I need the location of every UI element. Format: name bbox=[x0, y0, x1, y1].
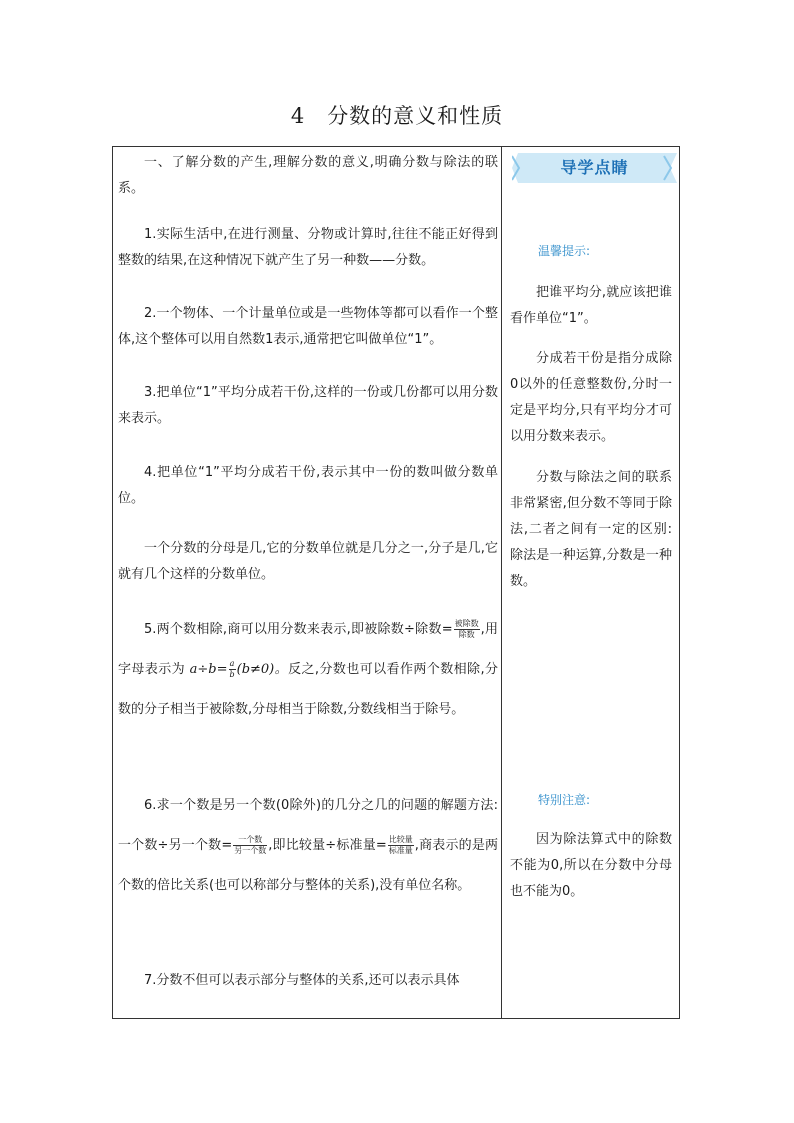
fraction-numerator: 被除数 bbox=[454, 619, 479, 628]
tip-2: 分成若干份是指分成除0以外的任意整数份,分时一定是平均分,只有平均分才可以用分数来表示。 bbox=[510, 351, 672, 444]
tip-heading: 温馨提示: bbox=[538, 244, 591, 258]
formula-right: (b≠0)。 bbox=[236, 662, 289, 677]
note-1: 因为除法算式中的除数不能为0,所以在分数中分母也不能为0。 bbox=[510, 832, 672, 899]
point-6-text-a: 6.求一个数是另一个数(0除外)的几分之几的问题的解题方法:一个数÷另一个数= bbox=[118, 798, 498, 853]
fraction-numerator: 比较量 bbox=[388, 835, 413, 844]
intro-paragraph: 一、了解分数的产生,理解分数的意义,明确分数与除法的联系。 bbox=[118, 155, 498, 196]
banner-title: 导学点睛 bbox=[560, 158, 629, 177]
guide-banner bbox=[512, 153, 677, 183]
point-5-text-c: 反之,分数也可以看作两个数相除,分数的分子相当于被除数,分母相当于除数,分数线相当于除号。 bbox=[118, 662, 498, 717]
point-5-text-b: ,用字母表示为 bbox=[118, 622, 498, 677]
tip-3: 分数与除法之间的联系非常紧密,但分数不等同于除法,二者之间有一定的区别:除法是一种运算,分数是一种数。 bbox=[510, 470, 672, 589]
page-title bbox=[0, 100, 794, 130]
dividend-over-divisor-fraction bbox=[454, 619, 480, 640]
number-ratio-fraction bbox=[233, 835, 267, 856]
fraction-numerator: 一个数 bbox=[233, 835, 267, 846]
fraction-denominator: 除数 bbox=[458, 630, 475, 639]
formula-left: a÷b= bbox=[189, 662, 228, 677]
point-6-text-b: ,即比较量÷标准量= bbox=[268, 838, 387, 853]
point-4: 4.把单位“1”平均分成若干份,表示其中一份的数叫做分数单位。 bbox=[118, 465, 498, 506]
fraction-denominator: 标准量 bbox=[388, 846, 413, 855]
section-number: 4 bbox=[290, 104, 306, 128]
fraction-denominator: b bbox=[229, 670, 235, 679]
point-1: 1.实际生活中,在进行测量、分物或计算时,往往不能正好得到整数的结果,在这种情况下就产生了另一种数——分数。 bbox=[118, 227, 498, 268]
tip-1: 把谁平均分,就应该把谁看作单位“1”。 bbox=[510, 285, 672, 326]
note-heading: 特别注意: bbox=[538, 793, 591, 807]
point-5 bbox=[118, 610, 498, 730]
point-4-note: 一个分数的分母是几,它的分数单位就是几分之一,分子是几,它就有几个这样的分数单位。 bbox=[118, 541, 498, 582]
fraction-denominator: 另一个数 bbox=[234, 846, 267, 855]
section-title: 分数的意义和性质 bbox=[327, 104, 504, 128]
compare-standard-fraction bbox=[388, 835, 414, 856]
point-6-text-c: ,商表示的是两个数的倍比关系(也可以称部分与整体的关系),没有单位名称。 bbox=[118, 838, 498, 893]
a-over-b-fraction bbox=[229, 659, 236, 680]
column-divider bbox=[501, 146, 502, 1019]
point-6 bbox=[118, 786, 498, 906]
point-5-text-a: 5.两个数相除,商可以用分数来表示,即被除数÷除数= bbox=[144, 622, 453, 637]
point-3: 3.把单位“1”平均分成若干份,这样的一份或几份都可以用分数来表示。 bbox=[118, 385, 498, 426]
point-7: 7.分数不但可以表示部分与整体的关系,还可以表示具体 bbox=[144, 973, 460, 988]
point-2: 2.一个物体、一个计量单位或是一些物体等都可以看作一个整体,这个整体可以用自然数1表示,通常把它叫做单位“1”。 bbox=[118, 306, 498, 347]
fraction-numerator: a bbox=[229, 659, 235, 668]
